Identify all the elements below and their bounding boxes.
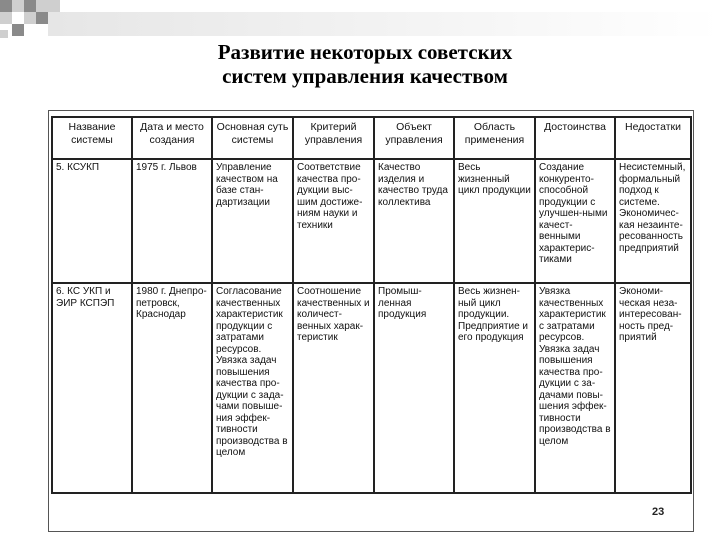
- deco-square: [48, 0, 60, 12]
- title-line-2: систем управления качеством: [222, 64, 508, 88]
- deco-square: [24, 0, 36, 12]
- deco-square: [24, 12, 36, 24]
- header-cell: Основная суть системы: [212, 117, 293, 159]
- decorative-squares: [0, 0, 720, 42]
- slide-title: [150, 40, 580, 88]
- table-cell: Увязка качественных характеристик с затратами ресурсов. Увязка задач повышения качества про-дукции с за-дачами повы-шения эффек-тивности производства в целом: [535, 283, 615, 493]
- header-cell: Объект управления: [374, 117, 454, 159]
- deco-square: [36, 12, 48, 24]
- deco-square: [12, 24, 24, 36]
- deco-square: [36, 0, 48, 12]
- table-cell: Соответствие качества про-дукции выс-шим достиже-ниям науки и техники: [293, 159, 374, 283]
- header-cell: Название системы: [52, 117, 132, 159]
- table-cell: 1980 г. Днепро-петровск, Краснодар: [132, 283, 212, 493]
- table-cell: Экономи-ческая неза-интересован-ность пред-приятий: [615, 283, 691, 493]
- header-cell: Недостатки: [615, 117, 691, 159]
- deco-square: [0, 12, 12, 24]
- table-cell: Соотношение качественных и количест-венных харак-теристик: [293, 283, 374, 493]
- table-cell: Качество изделия и качество труда коллектива: [374, 159, 454, 283]
- table-row: [52, 283, 691, 493]
- table-cell: 1975 г. Львов: [132, 159, 212, 283]
- header-cell: Достоинства: [535, 117, 615, 159]
- table-header-row: [52, 117, 691, 159]
- table-cell: Создание конкуренто-способной продукции с улучшен-ными качест-венными характерис-тиками: [535, 159, 615, 283]
- deco-square: [0, 30, 8, 38]
- table-cell: Несистемный, формальный подход к системе. Экономичес-кая незаинте-ресованность предприятий: [615, 159, 691, 283]
- table-cell: Весь жизненный цикл продукции: [454, 159, 535, 283]
- deco-square: [0, 0, 12, 12]
- table-row: [52, 159, 691, 283]
- deco-strip: [48, 12, 720, 36]
- header-cell: Дата и место создания: [132, 117, 212, 159]
- header-cell: Критерий управления: [293, 117, 374, 159]
- header-cell: Область применения: [454, 117, 535, 159]
- quality-systems-table: [51, 116, 692, 494]
- deco-square: [12, 0, 24, 12]
- page-number: 23: [652, 506, 665, 518]
- table-cell: 5. КСУКП: [52, 159, 132, 283]
- table-cell: Согласование качественных характеристик продукции с затратами ресурсов. Увязка задач повышения качества про-дукции с зада-чами повыше-ния эффек-тивности производства в целом: [212, 283, 293, 493]
- table-cell: 6. КС УКП и ЭИР КСПЭП: [52, 283, 132, 493]
- title-line-1: Развитие некоторых советских: [217, 40, 513, 64]
- table-cell: Промыш-ленная продукция: [374, 283, 454, 493]
- table-cell: Управление качеством на базе стан-дартизации: [212, 159, 293, 283]
- table-cell: Весь жизнен-ный цикл продукции. Предприятие и его продукция: [454, 283, 535, 493]
